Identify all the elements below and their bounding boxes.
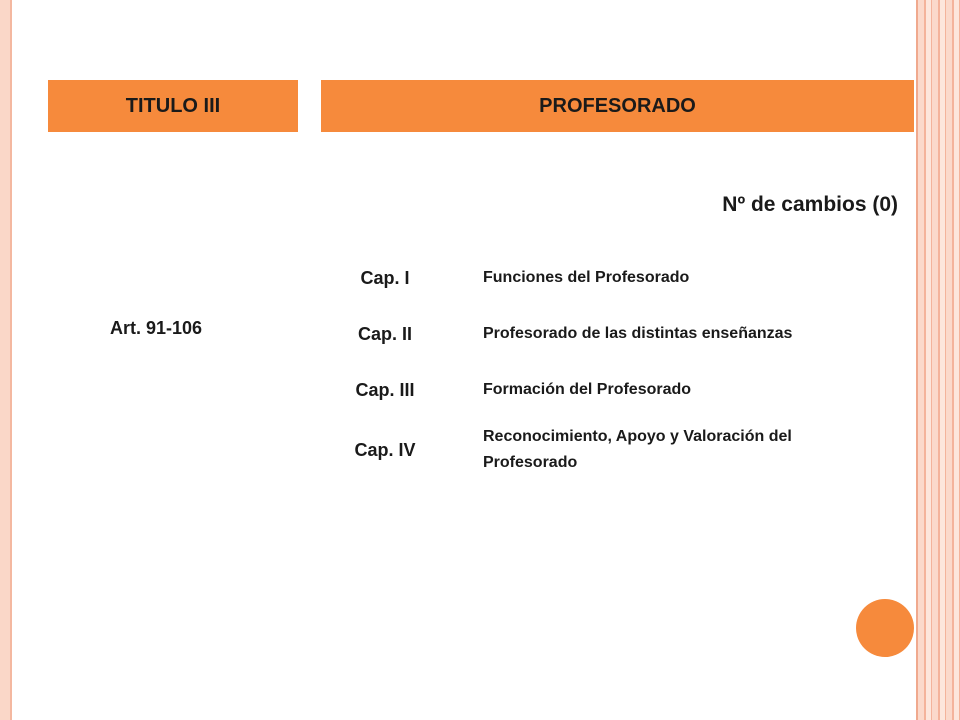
- title-name: PROFESORADO: [539, 94, 696, 117]
- chapter-number: Cap. II: [357, 323, 412, 344]
- chapter-number: Cap. I: [360, 267, 410, 288]
- title-number-bar: [48, 80, 298, 132]
- chapter-row: [340, 362, 860, 418]
- chapter-title: Profesorado de las distintas enseñanzas: [483, 325, 793, 342]
- decorative-orange-circle: [856, 599, 914, 657]
- chapter-number: Cap. IV: [354, 439, 416, 460]
- chapter-title: Funciones del Profesorado: [483, 269, 690, 286]
- chapter-number: Cap. III: [355, 379, 415, 400]
- article-range: Art. 91-106: [110, 318, 203, 338]
- chapter-row: [340, 250, 860, 306]
- title-name-bar: [321, 80, 914, 132]
- decorative-right-border: [918, 0, 960, 720]
- chapter-title: Reconocimiento, Apoyo y Valoración del Profesorado: [483, 428, 792, 471]
- title-number: TITULO III: [125, 94, 221, 117]
- chapter-row: [340, 418, 860, 482]
- chapter-title: Formación del Profesorado: [483, 381, 692, 398]
- decorative-left-border: [0, 0, 12, 720]
- chapter-row: [340, 306, 860, 362]
- changes-count: Nº de cambios (0): [722, 193, 898, 216]
- chapter-list: [340, 250, 860, 482]
